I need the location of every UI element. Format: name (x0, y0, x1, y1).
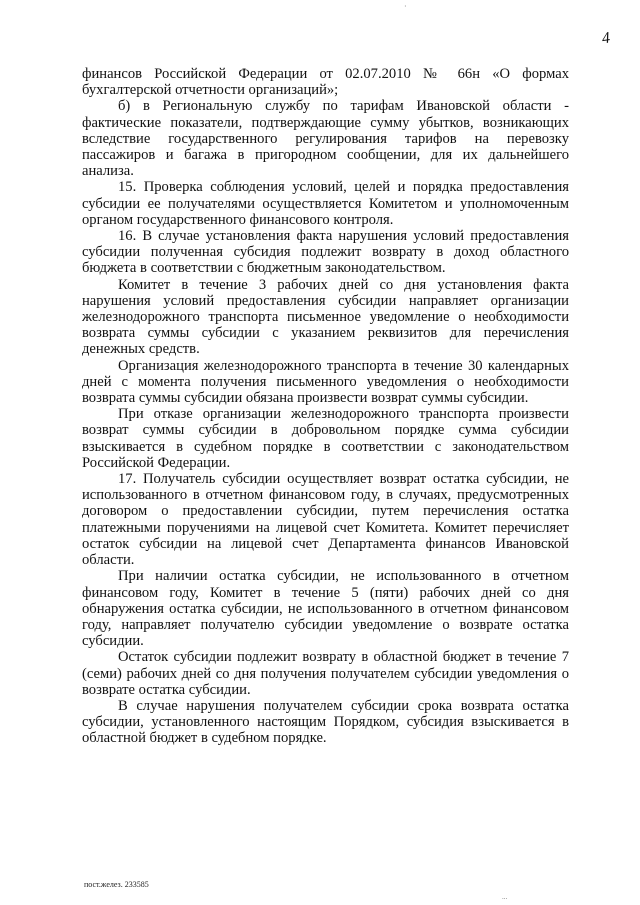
paragraph-item-b: б) в Региональную службу по тарифам Ивановской области - фактические показатели, подтверждающие сумму убытков, возникающих вследствие государственного регулирования тарифов на перевозку пассажиров и багажа в пригородном сообщении, для их дальнейшего анализа. (82, 98, 569, 180)
body-text (82, 66, 569, 747)
paragraph-railway-return: Организация железнодорожного транспорта в течение 30 календарных дней с момента получения письменного уведомления о необходимости возврата суммы субсидии обязана произвести возврат суммы субсидии. (82, 357, 569, 407)
paragraph-17: 17. Получатель субсидии осуществляет возврат остатка субсидии, не использованного в отчетном финансовом году, в случаях, предусмотренных договором о предоставлении субсидии, путем перечисления остатка платежными поручениями на лицевой счет Комитета. Комитет перечисляет остаток субсидии на лицевой счет Департамента финансов Ивановской области. (82, 471, 569, 569)
paragraph-15: 15. Проверка соблюдения условий, целей и порядка предоставления субсидии ее получателями осуществляется Комитетом и уполномоченным органом государственного финансового контроля. (82, 179, 569, 228)
top-scan-mark: · (404, 2, 407, 11)
paragraph-committee-notice: Комитет в течение 3 рабочих дней со дня установления факта нарушения условий предоставления субсидии направляет организации железнодорожного транспорта письменное уведомление о необходимости возврата суммы субсидии с указанием реквизитов для перечисления денежных средств. (82, 276, 569, 358)
paragraph-remainder-return: Остаток субсидии подлежит возврату в областной бюджет в течение 7 (семи) рабочих дней со дня получения получателем субсидии уведомления о возврате остатка субсидии. (82, 649, 569, 698)
paragraph-remainder-notice: При наличии остатка субсидии, не использованного в отчетном финансовом году, Комитет в течение 5 (пяти) рабочих дней со дня обнаружения остатка субсидии, не использованного в отчетном финансовом году, направляет получателю субсидии уведомление о возврате остатка субсидии. (82, 568, 569, 650)
paragraph-refusal: При отказе организации железнодорожного транспорта произвести возврат суммы субсидии в добровольном порядке сумма субсидии взыскивается в судебном порядке в соответствии с законодательством Российской Федерации. (82, 406, 569, 471)
footer-code: пост.желез. 233585 (84, 880, 149, 889)
paragraph-16: 16. В случае установления факта нарушения условий предоставления субсидии полученная субсидия подлежит возврату в доход областного бюджета в соответствии с бюджетным законодательством. (82, 228, 569, 277)
paragraph-continuation: финансов Российской Федерации от 02.07.2010 № 66н «О формах бухгалтерской отчетности организаций»; (82, 66, 569, 99)
bottom-scan-mark: ... (502, 893, 508, 901)
page-number: 4 (600, 29, 612, 48)
paragraph-violation: В случае нарушения получателем субсидии срока возврата остатка субсидии, установленного настоящим Порядком, субсидия взыскивается в областной бюджет в судебном порядке. (82, 697, 569, 747)
